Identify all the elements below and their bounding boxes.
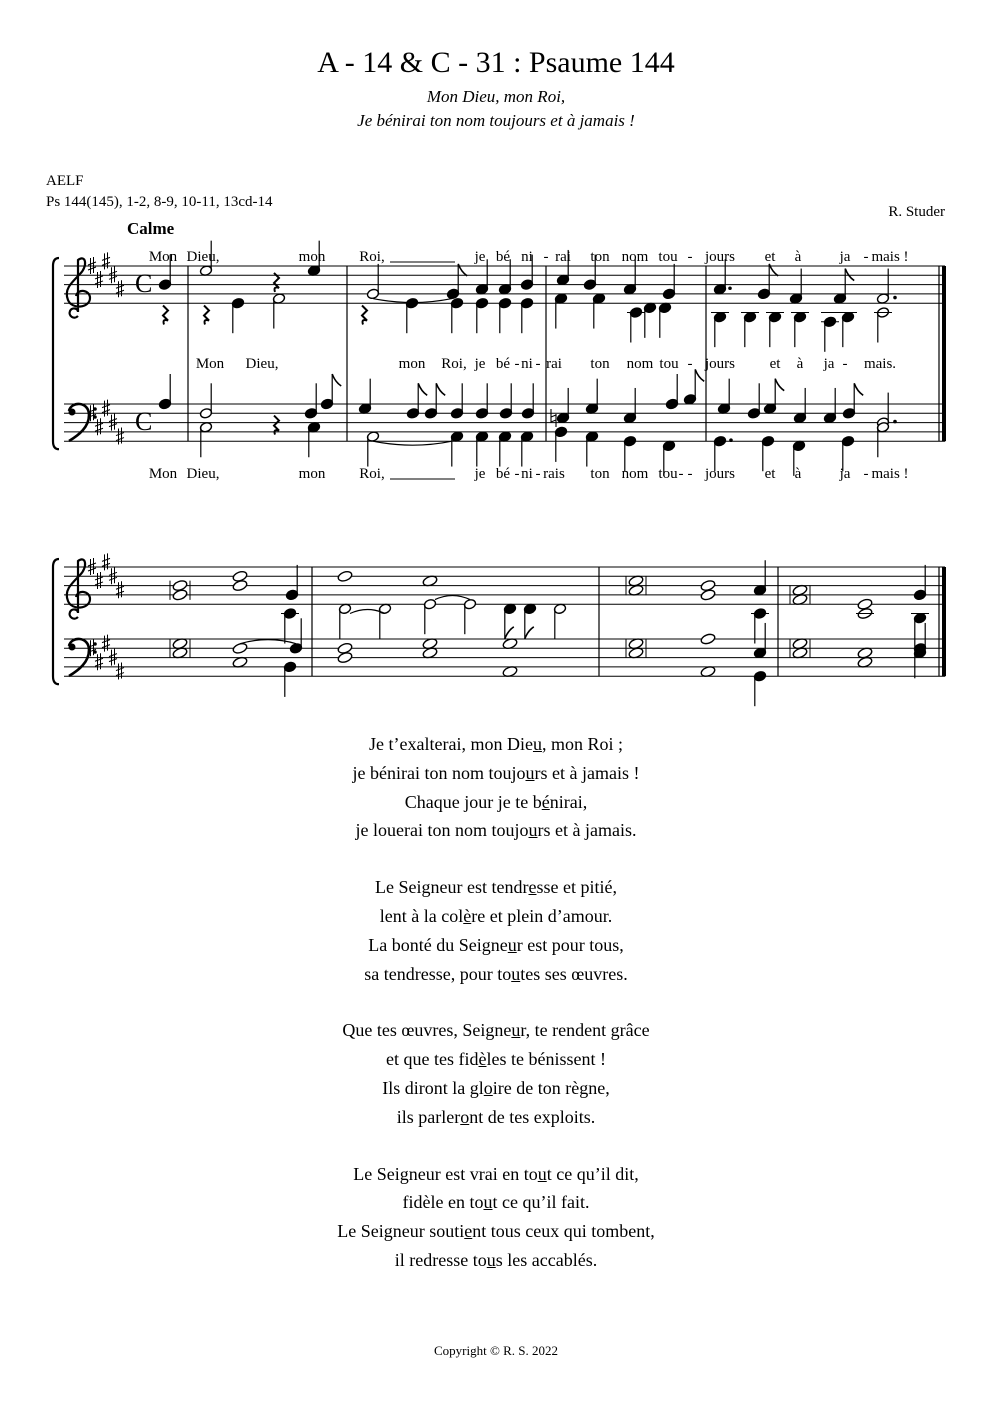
lyric-syllable: tou [658, 249, 678, 265]
open-note-head [232, 642, 248, 655]
lyric-syllable: Dieu, [186, 249, 220, 265]
treble-clef [67, 258, 90, 317]
lyric-syllable: nom [626, 356, 654, 372]
lyric-syllable: ton [590, 249, 610, 265]
sharp-sign [116, 428, 124, 445]
lyric-syllable: Mon [195, 356, 225, 372]
lyric-syllable: - [687, 466, 693, 482]
note-flag [845, 269, 854, 281]
lyric-syllable: tou [659, 356, 679, 372]
open-note-head [857, 598, 873, 611]
accent-syllable: u [537, 1163, 547, 1184]
lyric-syllable: mais. [863, 356, 897, 372]
sharp-sign [95, 653, 103, 670]
note-flag [332, 374, 341, 386]
bass-clef-dot [69, 409, 76, 416]
lyric-syllable: nom [621, 249, 649, 265]
lyric-syllable: Mon [148, 466, 178, 482]
accent-syllable: é [541, 791, 550, 812]
verse-line: Le Seigneur soutient tous ceux qui tombent, [337, 1221, 655, 1242]
augmentation-dot [729, 438, 733, 442]
sharp-sign [116, 581, 124, 598]
lyric-syllable: ni [521, 249, 533, 265]
lyric-syllable: bé [495, 249, 511, 265]
lyric-syllable: nom [621, 466, 649, 482]
tie [373, 441, 452, 445]
refrain-line-1: Mon Dieu, mon Roi, [426, 87, 566, 106]
lyric-syllable: - [687, 249, 693, 265]
natural-sign [551, 409, 556, 427]
sharp-sign [95, 271, 103, 288]
lyric-syllable: à [796, 356, 804, 372]
time-signature: C [135, 269, 153, 298]
augmentation-dot [728, 286, 732, 290]
lyric-syllable: rai [555, 249, 571, 265]
accent-syllable: è [463, 905, 472, 926]
lyric-syllable: et [764, 466, 776, 482]
lyric-syllable: mais ! [871, 466, 909, 482]
accent-syllable: u [532, 734, 542, 754]
lyric-syllable: mon [398, 356, 426, 372]
lyric-syllable: ton [590, 466, 610, 482]
verse-line: fidèle en tout ce qu’il fait. [402, 1192, 590, 1213]
sharp-sign [116, 663, 124, 680]
bass-clef-dot [69, 644, 76, 651]
accent-syllable: u [507, 934, 517, 955]
sharp-sign [102, 252, 110, 269]
note-flag [695, 369, 704, 381]
lyric-syllable: je [474, 249, 486, 265]
sharp-sign [116, 280, 124, 297]
quarter-rest [274, 273, 279, 292]
accent-syllable: o [483, 1077, 493, 1098]
verse-line: lent à la colère et plein d’amour. [379, 905, 613, 926]
lyric-syllable: - [678, 466, 684, 482]
verse-stanza [0, 730, 992, 845]
verse-line: Le Seigneur est tendresse et pitié, [375, 877, 617, 898]
accent-syllable: u [486, 1249, 496, 1270]
lyric-syllable: Dieu, [245, 356, 279, 372]
open-note-head [700, 579, 716, 592]
lyric-syllable: ja [839, 249, 851, 265]
lyric-syllable: ton [590, 356, 610, 372]
accent-syllable: u [511, 963, 521, 984]
lyric-syllable: rais [543, 466, 565, 482]
lyric-syllable: - [543, 249, 549, 265]
final-barline [942, 266, 946, 441]
lyric-syllable: Roi, [359, 249, 385, 265]
lyric-syllable: - [514, 466, 520, 482]
tie [240, 640, 296, 644]
lyric-syllable: Roi, [441, 356, 467, 372]
copyright-notice: Copyright © R. S. 2022 [433, 1343, 558, 1358]
lyric-syllable: rai [546, 356, 562, 372]
lyric-syllable: jours [705, 466, 735, 482]
lyric-syllable: Roi, [359, 466, 385, 482]
page-title: A - 14 & C - 31 : Psaume 144 [317, 46, 675, 79]
lyric-syllable: - [863, 466, 869, 482]
sharp-sign [102, 553, 110, 570]
refrain-line-2: Je bénirai ton nom toujours et à jamais ! [357, 111, 635, 130]
time-signature: C [135, 407, 153, 436]
lyric-syllable: mon [298, 466, 326, 482]
lyric-syllable: - [535, 466, 541, 482]
sharp-sign [102, 635, 110, 652]
sharp-sign [95, 418, 103, 435]
accent-syllable: è [478, 1049, 487, 1070]
verse-line: Que tes œuvres, Seigneur, te rendent grâce [342, 1020, 650, 1041]
open-note-head [337, 570, 353, 583]
lyric-syllable: à [794, 466, 802, 482]
lyric-syllable: je [474, 356, 486, 372]
lyric-syllable: Mon [148, 249, 178, 265]
verse-line: et que tes fidèles te bénissent ! [386, 1049, 606, 1070]
note-flag [436, 383, 445, 395]
verse-stanza [0, 1160, 992, 1275]
accent-syllable: u [511, 1020, 521, 1041]
verse-stanza [0, 873, 992, 988]
lyric-syllable: je [474, 466, 486, 482]
lyric-syllable: - [863, 249, 869, 265]
verse-line: il redresse tous les accablés. [394, 1249, 598, 1270]
quarter-rest [204, 306, 209, 325]
note-flag [525, 627, 534, 639]
quarter-rest [362, 306, 367, 325]
lyric-syllable: bé [495, 466, 511, 482]
lyric-syllable: tou [658, 466, 678, 482]
lyric-syllable: ja [839, 466, 851, 482]
treble-clef [67, 559, 90, 618]
verse-line: Chaque jour je te bénirai, [404, 791, 588, 812]
open-note-head [232, 570, 248, 583]
lyric-syllable: et [764, 249, 776, 265]
open-note-head [700, 633, 716, 646]
accent-syllable: u [528, 820, 538, 841]
lyric-syllable: Dieu, [186, 466, 220, 482]
lyric-syllable: et [769, 356, 781, 372]
lyric-syllable: à [794, 249, 802, 265]
accent-syllable: u [483, 1192, 493, 1213]
open-note-head [337, 642, 353, 655]
tie [435, 596, 470, 600]
accent-syllable: o [460, 1106, 470, 1127]
verse-line: Le Seigneur est vrai en tout ce qu’il dit, [353, 1163, 639, 1184]
verse-line: Je t’exalterai, mon Dieu, mon Roi ; [369, 734, 623, 754]
verse-line: Ils diront la gloire de ton règne, [382, 1077, 610, 1098]
final-barline [942, 567, 946, 676]
augmentation-dot [893, 296, 897, 300]
lyric-syllable: jours [705, 356, 735, 372]
sharp-sign [95, 572, 103, 589]
accent-syllable: u [525, 762, 535, 783]
source-reference: Ps 144(145), 1-2, 8-9, 10-11, 13cd-14 [46, 194, 273, 210]
verses [0, 730, 992, 1303]
composer-name: R. Studer [888, 204, 945, 220]
lyric-syllable: - [514, 356, 520, 372]
lyric-syllable: - [842, 356, 848, 372]
lyric-syllable: bé [495, 356, 511, 372]
lyric-syllable: - [535, 356, 541, 372]
lyric-syllable: ja [823, 356, 835, 372]
note-flag [418, 383, 427, 395]
lyric-syllable: mon [298, 249, 326, 265]
verse-line: je louerai ton nom toujours et à jamais. [355, 820, 637, 841]
verse-line: La bonté du Seigneur est pour tous, [368, 934, 624, 955]
score-system-2 [53, 553, 946, 706]
open-note-head [172, 579, 188, 592]
verse-line: sa tendresse, pour toutes ses œuvres. [364, 963, 628, 984]
accent-syllable: e [464, 1221, 473, 1242]
sharp-sign [102, 400, 110, 417]
verse-line: je bénirai ton nom toujours et à jamais ! [352, 762, 640, 783]
tempo-marking: Calme [127, 219, 175, 238]
system-bracket [53, 258, 59, 449]
verse-stanza [0, 1016, 992, 1131]
system-bracket [53, 559, 59, 684]
lyric-syllable: jours [705, 249, 735, 265]
lyric-syllable: mais ! [871, 249, 909, 265]
lyric-syllable: - [687, 356, 693, 372]
verse-line: ils parleront de tes exploits. [396, 1106, 596, 1127]
quarter-rest [163, 306, 168, 325]
note-flag [854, 383, 863, 395]
lyric-syllable: ni [521, 466, 533, 482]
source-label: AELF [46, 173, 84, 189]
lyric-syllable: ni [521, 356, 533, 372]
note-flag [775, 379, 784, 391]
note-flag [505, 627, 514, 639]
augmentation-dot [893, 420, 897, 424]
accent-syllable: e [528, 877, 537, 898]
